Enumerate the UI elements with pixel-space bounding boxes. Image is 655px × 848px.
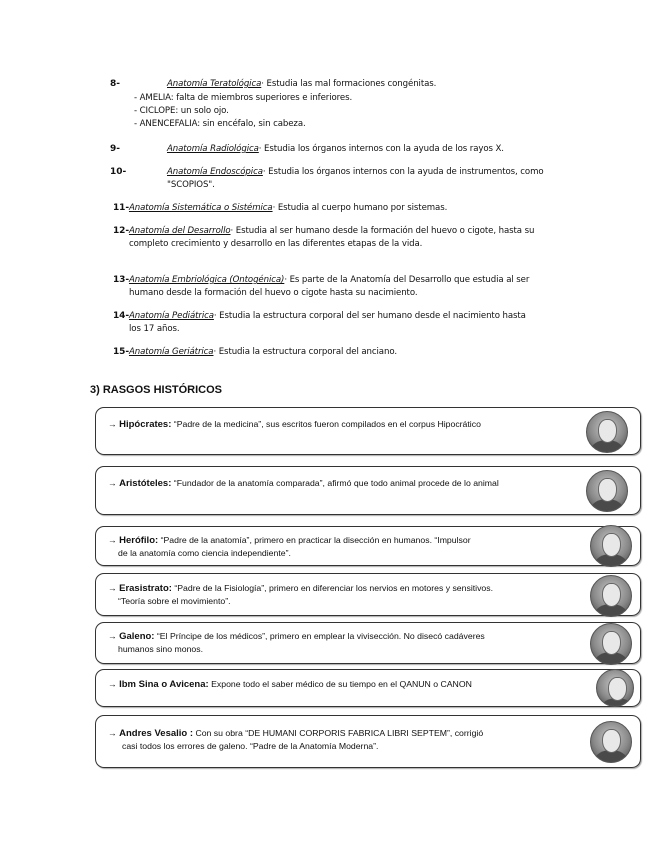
item-11-desc: · Estudia al cuerpo humano por sistemas.: [272, 203, 448, 213]
history-box-erasistrato: [95, 573, 641, 616]
item-8-sub-3: - ANENCEFALIA: sin encéfalo, sin cabeza.: [134, 119, 306, 129]
history-name: Aristóteles:: [119, 478, 172, 489]
history-box-hipocrates: [95, 407, 641, 455]
arrow-icon: →: [108, 728, 117, 738]
item-14-desc-2: los 17 años.: [129, 324, 180, 334]
item-8-sub-1: - AMELIA: falta de miembros superiores e inferiores.: [134, 93, 353, 103]
item-12-term: Anatomía del Desarrollo: [128, 226, 231, 236]
history-text: [108, 477, 499, 490]
history-name: Galeno:: [119, 631, 155, 642]
item-13-line: [113, 274, 529, 286]
portrait-herofilo: [590, 525, 632, 567]
item-14-term: Anatomía Pediátrica: [128, 311, 214, 321]
item-15-desc: · Estudia la estructura corporal del anciano.: [213, 347, 397, 357]
item-9-desc: · Estudia los órganos internos con la ayuda de los rayos X.: [258, 144, 504, 154]
item-11-term: Anatomía Sistemática o Sistémica: [128, 203, 273, 213]
item-8-line: [167, 78, 436, 90]
history-name: Andres Vesalio :: [119, 728, 194, 739]
item-12-desc-2: completo crecimiento y desarrollo en las diferentes etapas de la vida.: [129, 239, 423, 249]
item-15-line: [113, 346, 397, 358]
item-14-desc: · Estudia la estructura corporal del ser humano desde el nacimiento hasta: [213, 311, 526, 321]
history-line-1: “Padre de la Fisiología”, primero en diferenciar los nervios en motores y sensitivos.: [174, 583, 494, 593]
arrow-icon: →: [108, 478, 117, 488]
item-14-line: [113, 310, 526, 322]
item-9-term: Anatomía Radiológica: [167, 144, 259, 154]
item-11-line: [113, 202, 447, 214]
history-text: [108, 582, 493, 595]
portrait-aristoteles: [586, 470, 628, 512]
item-13-number: 13-: [113, 275, 129, 285]
history-name: Hipócrates:: [119, 419, 172, 430]
portrait-avicena: [596, 669, 634, 707]
arrow-icon: →: [108, 631, 117, 641]
arrow-icon: →: [108, 583, 117, 593]
item-13-desc-2: humano desde la formación del huevo o cigote hasta su nacimiento.: [129, 288, 418, 298]
history-name: Erasistrato:: [119, 583, 172, 594]
item-10-desc-2: "SCOPIOS".: [167, 180, 215, 190]
item-13-desc: · Es parte de la Anatomía del Desarrollo que estudia al ser: [284, 275, 530, 285]
history-box-herofilo: [95, 526, 641, 566]
history-text: [108, 418, 481, 431]
item-10-term: Anatomía Endoscópica: [167, 167, 263, 177]
history-box-avicena: [95, 669, 641, 707]
history-box-aristoteles: [95, 466, 641, 515]
item-13-term: Anatomía Embriológica (Ontogénica): [128, 275, 285, 285]
portrait-erasistrato: [590, 575, 632, 617]
item-10-desc: · Estudia los órganos internos con la ayuda de instrumentos, como: [262, 167, 544, 177]
item-9-number: 9-: [110, 144, 120, 154]
history-box-galeno: [95, 622, 641, 664]
history-box-vesalio: [95, 715, 641, 768]
portrait-hipocrates: [586, 411, 628, 453]
arrow-icon: →: [108, 679, 117, 689]
history-line-1: Con su obra “DE HUMANI CORPORIS FABRICA LIBRI SEPTEM”, corrigió: [195, 728, 484, 738]
history-line-2: “Teoría sobre el movimiento”.: [118, 596, 231, 606]
history-line-2: de la anatomía como ciencia independiente”.: [118, 548, 291, 558]
item-8-number: 8-: [110, 79, 120, 89]
section-heading: 3) RASGOS HISTÓRICOS: [90, 384, 223, 396]
portrait-galeno: [590, 623, 632, 665]
item-15-number: 15-: [113, 347, 129, 357]
history-line-1: “Padre de la anatomía”, primero en practicar la disección en humanos. “Impulsor: [160, 535, 471, 545]
item-9-line: [167, 143, 504, 155]
history-line-1: “Padre de la medicina”, sus escritos fueron compilados en el corpus Hipocrático: [173, 419, 481, 429]
item-8-desc: · Estudia las mal formaciones congénitas.: [261, 79, 437, 89]
item-10-line: [167, 166, 563, 178]
history-line-2: humanos sino monos.: [118, 644, 203, 654]
arrow-icon: →: [108, 419, 117, 429]
item-12-desc: · Estudia al ser humano desde la formación del huevo o cigote, hasta su: [230, 226, 535, 236]
history-text: [108, 534, 471, 547]
history-line-1: “El Príncipe de los médicos”, primero en emplear la vivisección. No disecó cadáveres: [156, 631, 485, 641]
history-name: Herófilo:: [119, 535, 159, 546]
item-11-number: 11-: [113, 203, 129, 213]
item-12-line: [113, 225, 534, 237]
item-12-number: 12-: [113, 226, 129, 236]
history-text: [108, 630, 485, 643]
portrait-vesalio: [590, 721, 632, 763]
item-15-term: Anatomía Geriátrica: [128, 347, 214, 357]
history-name: Ibm Sina o Avicena:: [119, 679, 209, 690]
history-line-1: Expone todo el saber médico de su tiempo en el QANUN o CANON: [211, 679, 472, 689]
history-text: [108, 727, 483, 740]
history-line-2: casi todos los errores de galeno. “Padre de la Anatomía Moderna”.: [122, 741, 379, 751]
arrow-icon: →: [108, 535, 117, 545]
history-line-1: “Fundador de la anatomía comparada”, afirmó que todo animal procede de lo animal: [173, 478, 499, 488]
history-text: [108, 678, 472, 691]
item-10-number: 10-: [110, 167, 127, 177]
item-14-number: 14-: [113, 311, 129, 321]
item-8-term: Anatomía Teratológica: [167, 79, 262, 89]
item-8-sub-2: - CICLOPE: un solo ojo.: [134, 106, 229, 116]
